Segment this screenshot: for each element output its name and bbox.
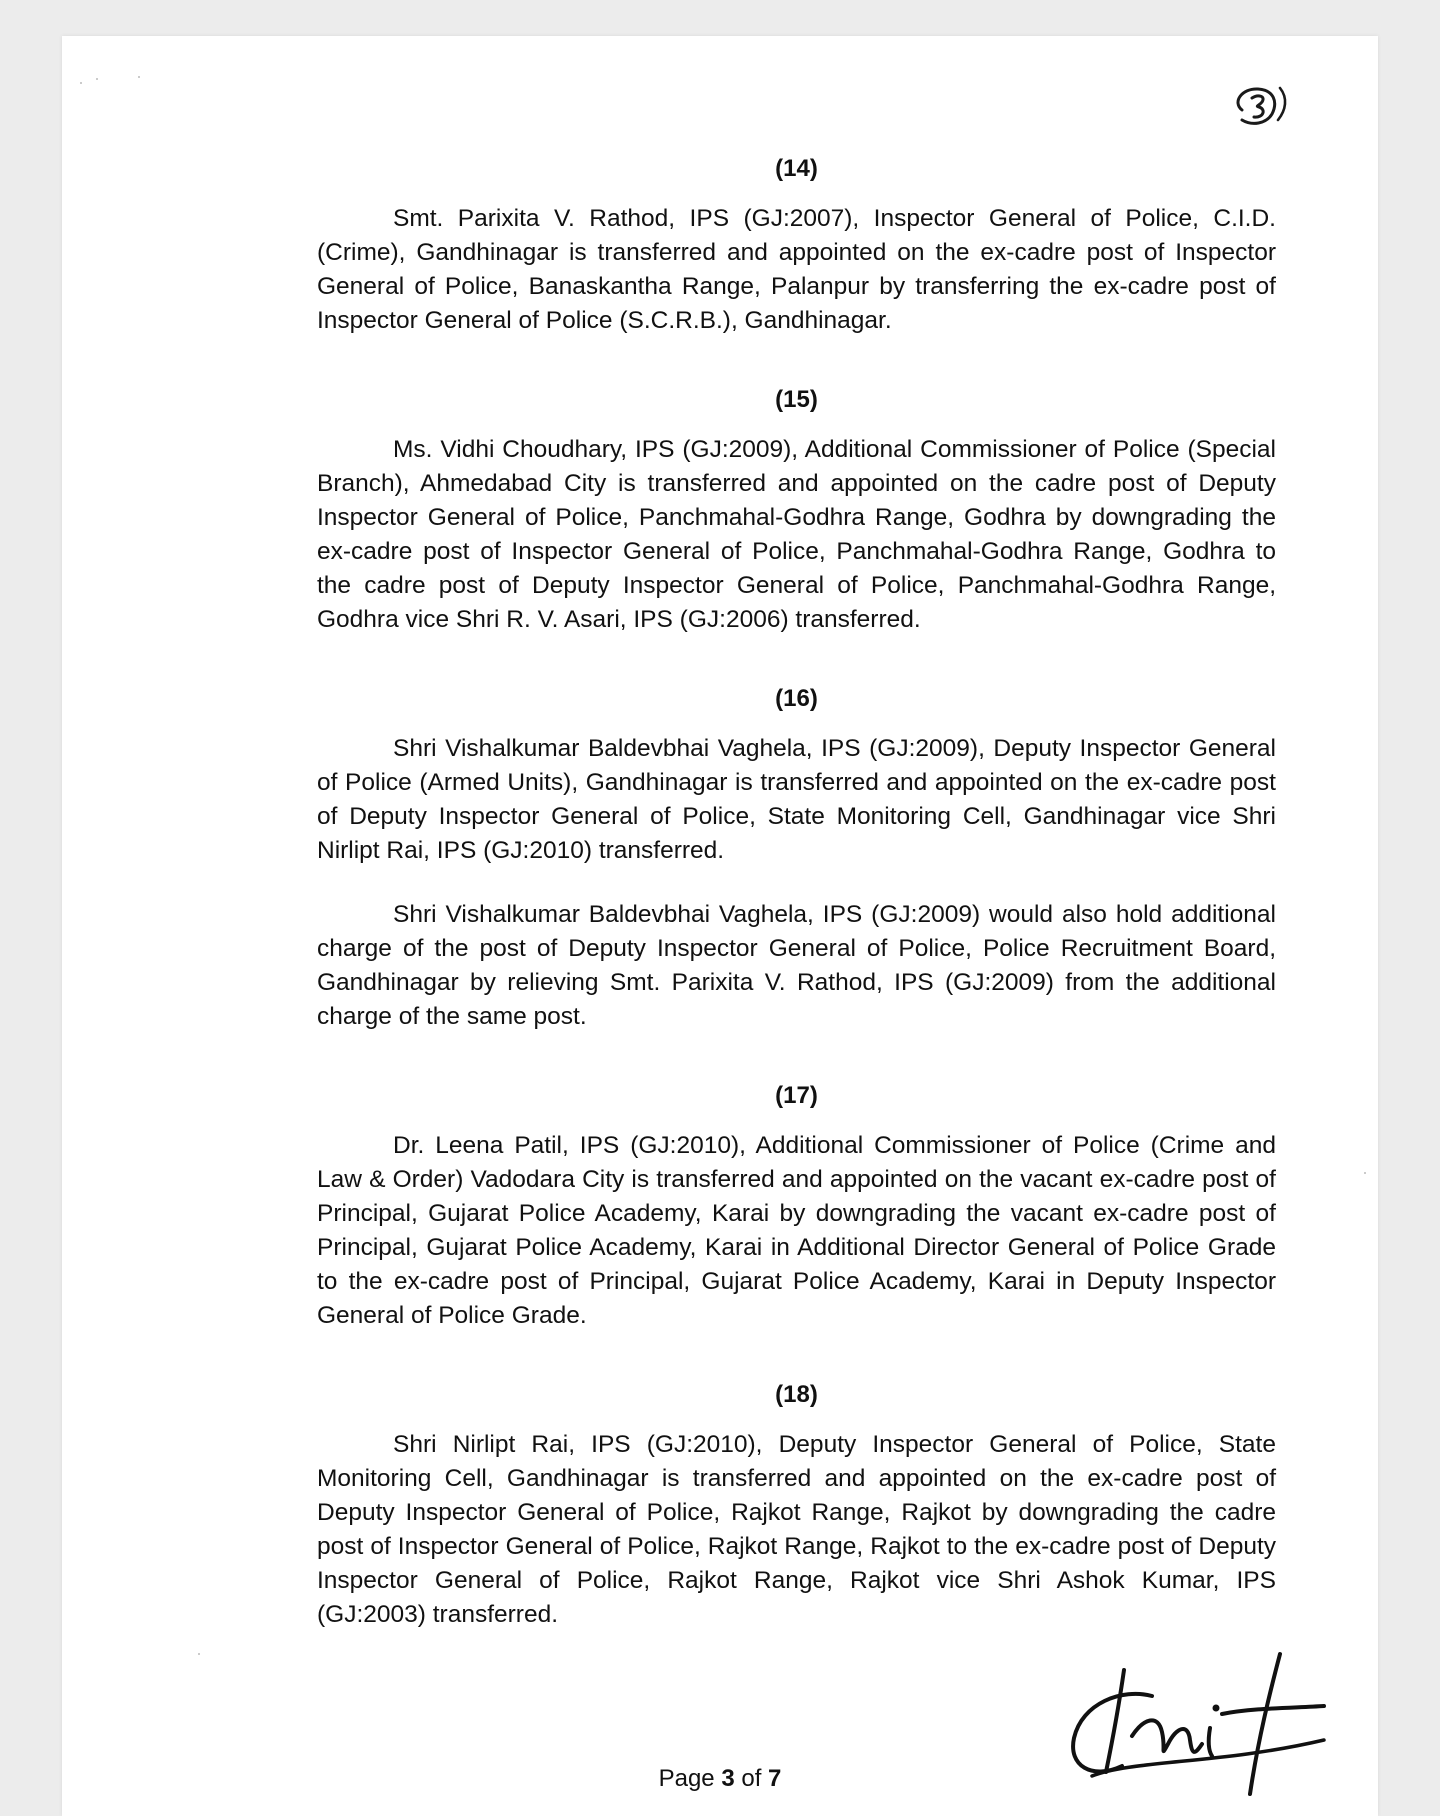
footer-page-label: Page bbox=[658, 1765, 722, 1792]
section-number: (15) bbox=[775, 386, 818, 413]
order-section-15 bbox=[317, 383, 1276, 637]
section-number: (14) bbox=[775, 155, 818, 182]
footer-current-page: 3 bbox=[721, 1765, 735, 1792]
section-number: (18) bbox=[775, 1381, 818, 1408]
order-paragraph: Shri Vishalkumar Baldevbhai Vaghela, IPS (GJ:2009) would also hold additional charge of the post of Deputy Inspector General of Police, Police Recruitment Board, Gandhinagar by relieving Smt. Parixita V. Rathod, IPS (GJ:2009) from the additional charge of the same post. bbox=[317, 901, 1276, 1030]
order-section-16 bbox=[317, 682, 1276, 1034]
section-number: (17) bbox=[775, 1082, 818, 1109]
scan-speck bbox=[138, 76, 140, 78]
footer-of-label: of bbox=[734, 1765, 769, 1792]
document-page bbox=[62, 36, 1378, 1816]
order-section-14 bbox=[317, 152, 1276, 338]
scan-speck bbox=[96, 78, 98, 80]
order-paragraph: Shri Nirlipt Rai, IPS (GJ:2010), Deputy Inspector General of Police, State Monitoring Cell, Gandhinagar is transferred and appointed on the ex-cadre post of Deputy Inspector General of Police, Rajkot Range, Rajkot by downgrading the cadre post of Inspector General of Police, Rajkot Range, Rajkot to the ex-cadre post of Deputy Inspector General of Police, Rajkot Range, Rajkot vice Shri Ashok Kumar, IPS (GJ:2003) transferred. bbox=[317, 1431, 1276, 1628]
footer-total-pages: 7 bbox=[768, 1765, 782, 1792]
page-footer bbox=[62, 1765, 1378, 1793]
order-paragraph: Smt. Parixita V. Rathod, IPS (GJ:2007), Inspector General of Police, C.I.D. (Crime), Gandhinagar is transferred and appointed on the ex-cadre post of Inspector General of Police, Banaskantha Range, Palanpur by transferring the ex-cadre post of Inspector General of Police (S.C.R.B.), Gandhinagar. bbox=[317, 205, 1276, 334]
order-paragraph: Ms. Vidhi Choudhary, IPS (GJ:2009), Additional Commissioner of Police (Special Branch), Ahmedabad City is transferred and appointed on the cadre post of Deputy Inspector General of Police, Panchmahal-Godhra Range, Godhra by downgrading the ex-cadre post of Inspector General of Police, Panchmahal-Godhra Range, Godhra to the cadre post of Deputy Inspector General of Police, Panchmahal-Godhra Range, Godhra vice Shri R. V. Asari, IPS (GJ:2006) transferred. bbox=[317, 436, 1276, 633]
order-section-17 bbox=[317, 1079, 1276, 1333]
order-section-18 bbox=[317, 1378, 1276, 1632]
scan-speck bbox=[1364, 1172, 1366, 1174]
handwritten-page-number bbox=[1228, 80, 1290, 130]
scan-speck bbox=[198, 1653, 200, 1655]
section-number: (16) bbox=[775, 685, 818, 712]
document-body bbox=[317, 152, 1276, 1632]
order-paragraph: Dr. Leena Patil, IPS (GJ:2010), Additional Commissioner of Police (Crime and Law & Order) Vadodara City is transferred and appointed on the vacant ex-cadre post of Principal, Gujarat Police Academy, Karai by downgrading the vacant ex-cadre post of Principal, Gujarat Police Academy, Karai in Additional Director General of Police Grade to the ex-cadre post of Principal, Gujarat Police Academy, Karai in Deputy Inspector General of Police Grade. bbox=[317, 1132, 1276, 1329]
order-paragraph: Shri Vishalkumar Baldevbhai Vaghela, IPS (GJ:2009), Deputy Inspector General of Police (Armed Units), Gandhinagar is transferred and appointed on the ex-cadre post of Deputy Inspector General of Police, State Monitoring Cell, Gandhinagar vice Shri Nirlipt Rai, IPS (GJ:2010) transferred. bbox=[317, 735, 1276, 864]
scan-speck bbox=[80, 82, 82, 84]
